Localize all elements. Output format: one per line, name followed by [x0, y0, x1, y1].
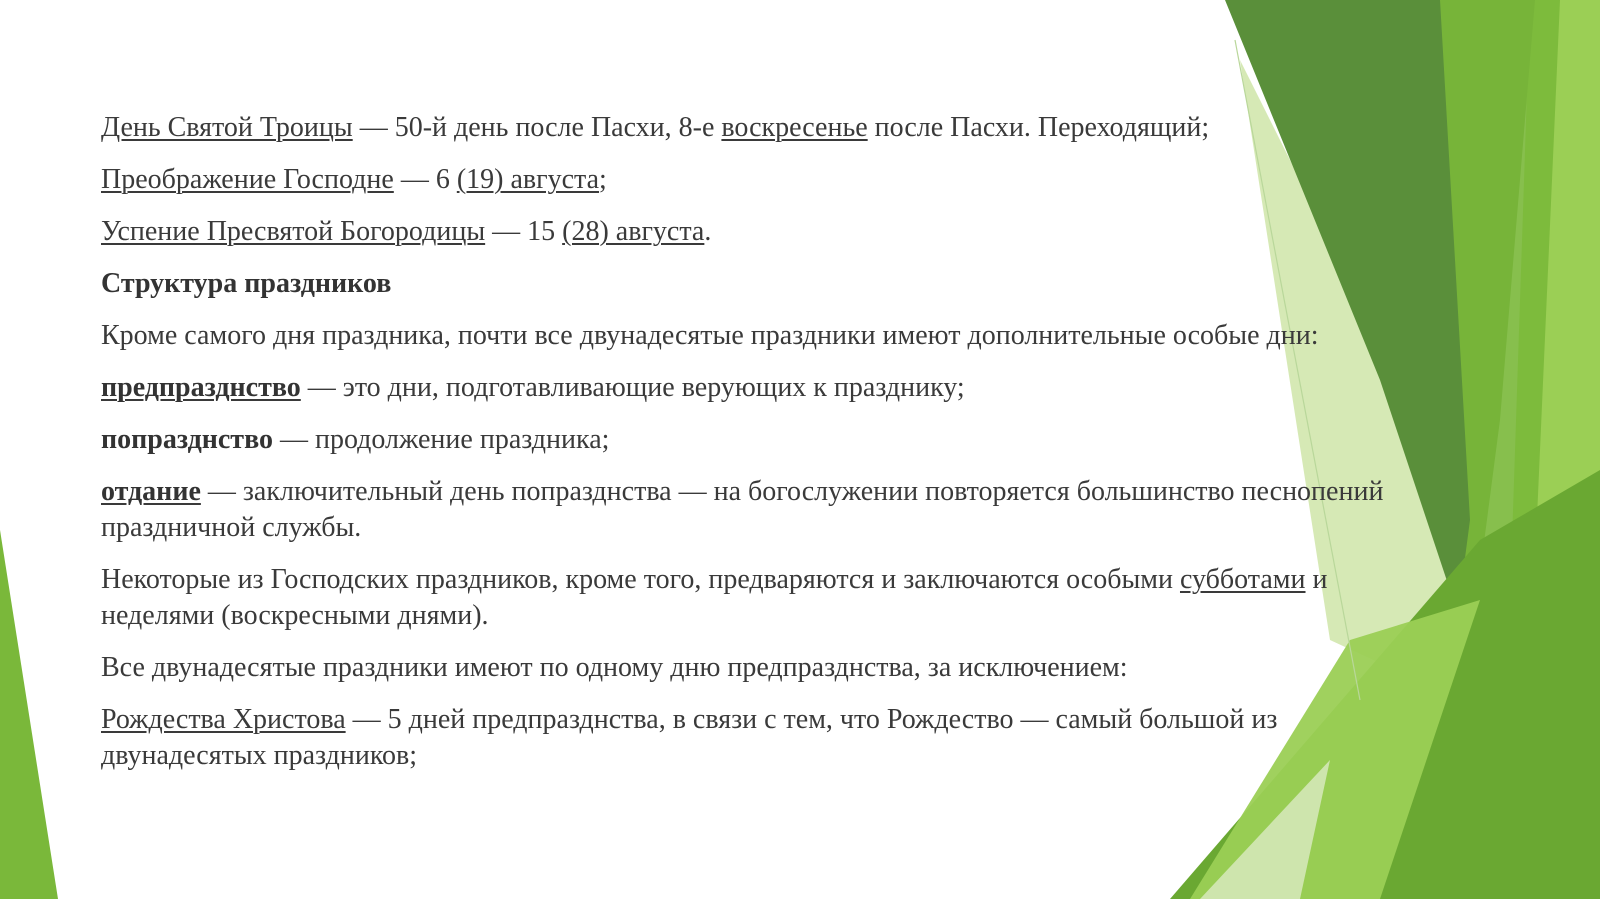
text: — 5 дней предпразднства, в связи с тем, что Рождество — самый большой из двунадесятых праздников; — [101, 704, 1278, 771]
paragraph-nativity — [101, 702, 1431, 774]
text: и неделями (воскресными днями). — [101, 564, 1328, 631]
text: — 15 — [485, 216, 563, 247]
link-sunday[interactable]: воскресенье — [721, 112, 868, 143]
text: Некоторые из Господских праздников, кроме того, предваряются и заключаются особыми — [101, 564, 1180, 595]
link-forefeast[interactable] — [101, 372, 301, 403]
section-heading — [101, 266, 1431, 302]
term: предпразднство — [101, 372, 301, 403]
link-apodosis[interactable] — [101, 476, 201, 507]
paragraph-intro: Кроме самого дня праздника, почти все двунадесятые праздники имеют дополнительные особые дни: — [101, 320, 1319, 351]
term: отдание — [101, 476, 201, 507]
facet-bottom-left — [0, 530, 58, 899]
link-trinity-day[interactable]: День Святой Троицы — [101, 112, 353, 143]
text: — продолжение праздника; — [273, 424, 610, 455]
link-august-19[interactable]: (19) августа — [456, 164, 600, 195]
text: после Пасхи. Переходящий; — [867, 112, 1210, 143]
heading-text: Структура праздников — [101, 268, 392, 299]
paragraph-exceptions: Все двунадесятые праздники имеют по одному дню предпразднства, за исключением: — [101, 652, 1128, 683]
slide-text-body — [101, 110, 1431, 790]
link-dormition[interactable]: Успение Пресвятой Богородицы — [101, 216, 486, 247]
paragraph-forefeast — [101, 370, 1431, 406]
paragraph-dormition — [101, 214, 1431, 250]
text: — 50-й день после Пасхи, 8-е — [352, 112, 722, 143]
paragraph-transfiguration — [101, 162, 1431, 198]
term: попразднство — [101, 424, 273, 455]
paragraph-apodosis — [101, 474, 1431, 546]
text: — это дни, подготавливающие верующих к празднику; — [300, 372, 965, 403]
link-transfiguration[interactable]: Преображение Господне — [101, 164, 394, 195]
paragraph-afterfeast — [101, 422, 1431, 458]
text: ; — [599, 164, 607, 195]
text: — заключительный день попразднства — на богослужении повторяется большинство песнопений праздничной службы. — [101, 476, 1384, 543]
link-nativity[interactable]: Рождества Христова — [101, 704, 346, 735]
paragraph-saturdays — [101, 562, 1431, 634]
text: — 6 — [393, 164, 457, 195]
link-august-28[interactable]: (28) августа — [562, 216, 705, 247]
paragraph-trinity — [101, 110, 1431, 146]
text: . — [704, 216, 712, 247]
link-saturdays[interactable]: субботами — [1179, 564, 1306, 595]
